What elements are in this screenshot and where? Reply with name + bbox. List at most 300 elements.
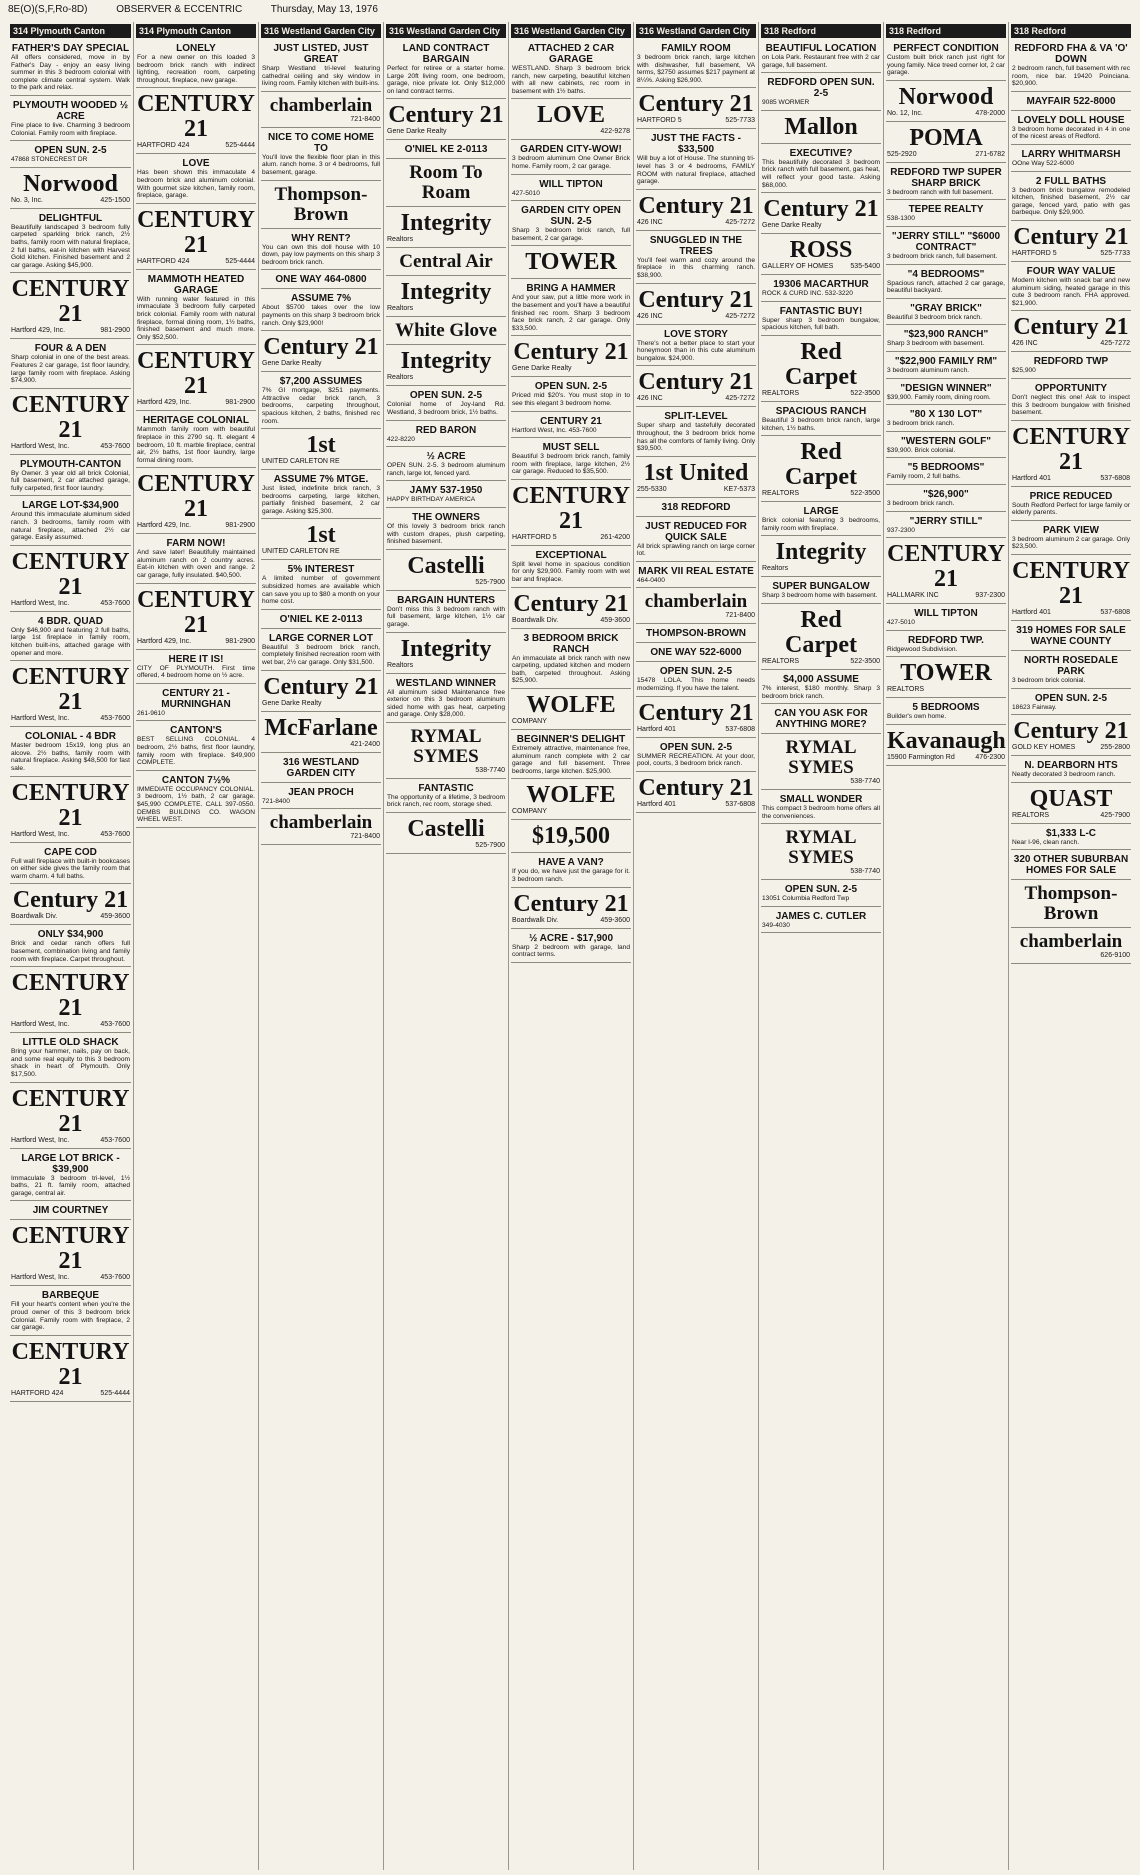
advertiser-logo-text: Thompson-Brown [274,183,368,225]
classified-ad [636,233,756,284]
ad-headline: JUST LISTED, JUST GREAT [273,43,369,65]
ad-body-text: OOne Way 522-6000 [1012,159,1075,167]
classified-ad [511,379,631,411]
classified-ad [136,586,256,650]
advertiser-office: Hartford 401 [637,800,676,808]
advertiser-logo-text: POMA [909,124,983,151]
ad-headline: 2 FULL BATHS [1035,175,1107,187]
ad-headline: MARK VII REAL ESTATE [638,565,754,577]
classified-ad [1011,174,1131,221]
classified-ad [10,41,131,96]
ad-body-text: BEST SELLING COLONIAL. 4 bedroom, 2½ baths, first floor laundry, family room with fireplace. $49,900 COMPLETE. [137,736,255,767]
classified-ad [511,440,631,480]
advertiser-office: 15900 Farmington Rd [887,753,955,761]
advertiser-office: Realtors [762,565,789,573]
ad-body-text: Near I-96, clean ranch. [1012,838,1080,846]
classified-ad [1011,785,1131,824]
classified-ad [761,146,881,193]
advertiser-logo-text: Red Carpet [785,439,857,491]
advertiser-phone: 538-7740 [850,868,880,876]
advertiser-logo-text: CENTURY 21 [137,91,255,143]
advertiser-contact-row [887,110,1005,118]
advertiser-office: No. 3, Inc. [11,196,43,204]
ad-headline: O'NIEL KE 2-0113 [279,613,363,625]
section-heading: 314 Plymouth Canton [10,24,131,38]
advertiser-office: 525-2920 [887,150,917,158]
advertiser-logo-text: chamberlain [1019,931,1123,953]
advertiser-contact-row [637,801,755,809]
classified-ad [761,304,881,336]
ad-body-text: For a new owner on this loaded 3 bedroom brick ranch with indirect lighting, recreation room, carpeting throughout, fireplace, new garage. [137,54,255,84]
classified-ad [261,811,381,845]
ad-headline: LARGE CORNER LOT [269,632,373,644]
classified-ad [10,457,131,497]
classified-ad [636,41,756,88]
classified-ad [136,90,256,154]
advertiser-office: Realtors [387,305,414,313]
advertiser-logo-text: WOLFE [526,782,616,809]
ad-body-text: Spacious ranch, attached 2 car garage, beautiful backyard. [887,279,1005,295]
ad-headline: COLONIAL - 4 BDR [25,731,116,743]
ad-headline: "$23,900 RANCH" [903,329,989,341]
ad-headline: JAMES C. CUTLER [775,910,867,922]
ad-headline: OPEN SUN. 2-5 [534,381,608,393]
section-heading: 314 Plymouth Canton [136,24,256,38]
advertiser-phone: 721-8400 [350,115,380,123]
classified-ad [636,626,756,643]
ad-body-text: Sharp colonial in one of the best areas. Features 2 car garage, 1st floor laundry, large family room with fireplace. Asking $74,900. [11,354,130,385]
advertiser-office: REALTORS [762,490,800,498]
classified-ad [10,143,131,168]
advertiser-phone: 453-7600 [100,599,130,607]
classified-ad [886,514,1006,539]
classified-ad [261,673,381,712]
advertiser-phone: 459-3600 [600,616,630,624]
advertiser-phone: 721-8400 [350,833,380,841]
advertiser-contact-row [762,658,880,666]
advertiser-phone: 459-3600 [100,913,130,921]
ad-headline: FAMILY ROOM [661,43,731,54]
advertiser-logo-text: Century 21 [513,339,629,366]
advertiser-phone: 537-6808 [1100,609,1130,617]
ad-body-text: Brick and cedar ranch offers full basement, combination living and family room with fireplace. Carpet throughout. [11,940,130,963]
ad-headline: 316 WESTLAND GARDEN CITY [282,756,360,779]
classified-ad [511,414,631,439]
classified-ad [10,391,131,455]
advertiser-logo-text: $19,500 [532,823,610,850]
ad-body-text: Around this immaculate aluminum sided ranch. 3 bedrooms, family room with natural fireplace, attached 2½ car garage. Easily assumed. [11,511,130,542]
classified-ad [10,1203,131,1220]
advertiser-contact-row [137,142,255,150]
ad-headline: DELIGHTFUL [38,212,103,224]
advertiser-phone: 425-7272 [725,395,755,403]
advertiser-phone: 453-7600 [100,1021,130,1029]
advertiser-phone: 425-7272 [725,218,755,226]
advertiser-logo-text: Integrity [400,635,492,662]
ad-body-text: $39,900. Family room, dining room. [887,393,991,401]
classified-ad [636,286,756,325]
ad-headline: ½ ACRE - $17,900 [528,932,614,944]
classified-ad [1011,691,1131,716]
ad-headline: CANTON'S [170,725,222,737]
advertiser-logo-text: CENTURY 21 [137,206,255,258]
classified-ad [511,281,631,336]
classified-ad [386,815,506,854]
ad-body-text: IMMEDIATE OCCUPANCY COLONIAL. 3 bedroom, 1½ bath, 2 car garage. $45,990 COMPLETE. CALL 397-0550. DEMBS BUILDING CO. WAGON WHEEL WEST. [137,785,255,824]
ad-headline: SMALL WONDER [779,794,863,806]
ad-headline: MUST SELL [542,442,600,454]
advertiser-phone: 981-2900 [100,327,130,335]
advertiser-phone: 538-7740 [850,778,880,786]
classified-ad [761,706,881,734]
advertiser-contact-row [637,219,755,227]
classified-ad [886,540,1006,604]
ad-headline: CANTON 7½% [161,774,231,786]
classified-ad [761,113,881,144]
advertiser-logo-text: Thompson-Brown [1024,883,1118,925]
classified-ad [136,206,256,270]
advertiser-contact-row [637,612,755,620]
classified-ad [511,781,631,820]
advertiser-contact-row [637,726,755,734]
classified-ad [511,931,631,963]
ad-body-text: Perfect for retiree or a starter home. Large 20ft living room, one bedroom, garage, nice private lot. Only $12,000 on land contract terms. [387,65,505,95]
ad-headline: REDFORD OPEN SUN. 2-5 [767,77,875,100]
advertiser-contact-row [387,374,505,382]
classified-ad [10,211,131,274]
ad-headline: LOVE [182,158,210,170]
advertiser-phone: 271-6782 [975,150,1005,158]
classified-ad [10,969,131,1033]
ad-headline: REDFORD TWP. [908,634,984,646]
classified-ad [886,700,1006,725]
classified-ad [761,236,881,275]
ad-body-text: $39,900. Brick colonial. [887,446,956,454]
advertiser-logo-text: CENTURY 21 [137,348,255,400]
advertiser-office: Gene Darke Realty [262,360,322,368]
advertiser-logo-text: CENTURY 21 [887,541,1005,593]
classified-ad [511,855,631,887]
ad-headline: $4,000 ASSUME [783,673,859,685]
advertiser-contact-row [512,917,630,925]
ad-body-text: Has been shown this immaculate 4 bedroom brick and aluminum colonial. With gourmet size kitchen, family room, fireplace, garage. [137,169,255,200]
ad-headline: ONLY $34,900 [37,929,104,941]
page-number: 8E(O)(S,F,Ro-8D) [8,4,88,15]
ad-headline: 320 OTHER SUBURBAN HOMES FOR SALE [1013,854,1129,877]
section-heading: 318 Redford [761,24,881,38]
classified-ad [10,779,131,843]
advertiser-office: HARTFORD 5 [1012,249,1057,257]
ad-headline: FANTASTIC [418,782,474,794]
classified-ad [1011,94,1131,111]
classified-ad [886,407,1006,432]
section-heading: 318 Redford [1011,24,1131,38]
ad-headline: 3 BEDROOM BRICK RANCH [523,632,619,655]
advertiser-contact-row [262,741,380,749]
ad-body-text: There's not a better place to start your honeymoon than in this cute aluminum bungalow. $24,900. [637,339,755,362]
ad-body-text: An immaculate all brick ranch with new carpeting, updated kitchen and modern bath, carpeted throughout. Asking $25,900. [512,654,630,685]
advertiser-logo-text: CENTURY 21 [11,1338,130,1390]
classified-ad [386,278,506,317]
classified-ad [1011,930,1131,964]
advertiser-contact-row [762,263,880,271]
ad-body-text: Family room, 2 full baths. [887,473,961,481]
advertiser-office: HARTFORD 424 [11,1389,64,1397]
advertiser-contact-row [137,258,255,266]
ad-headline: PLYMOUTH-CANTON [19,458,122,470]
advertiser-logo-text: Integrity [775,539,867,566]
classified-ad [636,409,756,456]
ad-headline: EXECUTIVE? [789,147,853,159]
ad-body-text: Master bedroom 15x19, long plus an alcove. 2½ baths, family room with natural fireplace. Asking $48,500 for fast sale. [11,742,130,772]
classified-ad [386,781,506,813]
classified-ad [886,659,1006,698]
advertiser-phone: 522-3500 [850,657,880,665]
advertiser-office: Hartford 401 [1012,474,1051,482]
classified-ad [1011,147,1131,172]
classified-ad [386,725,506,779]
advertiser-logo-text: Mallon [784,113,858,140]
ad-body-text: WESTLAND. Sharp 3 bedroom brick ranch, new carpeting, beautiful kitchen with all new cabinets, rec room in basement with 1½ baths. [512,65,630,95]
classified-ad [10,98,131,141]
classified-ad [761,606,881,670]
advertiser-contact-row [762,222,880,230]
ad-headline: ONE WAY 522-6000 [650,647,742,659]
advertiser-phone: 261-4200 [600,533,630,541]
advertiser-phone: 476-2300 [975,753,1005,761]
ad-headline: 5% INTEREST [287,564,355,576]
classified-ad [386,319,506,345]
ad-body-text: on Lola Park. Restaurant free with 2 car garage, full basement. [762,54,880,69]
classified-ad [10,1222,131,1286]
advertiser-contact-row [11,1274,130,1282]
advertiser-contact-row [1012,609,1130,617]
ad-body-text: Bring your hammer, nails, pay on back, and some real equity to this 3 bedroom shack in heart of Plymouth. Only $17,500. [11,1048,130,1078]
ad-body-text: 3 bedroom aluminum One Owner Brick home. Family room, 2 car garage. [512,155,630,170]
classified-ad [636,368,756,407]
classified-ad [636,740,756,772]
advertiser-office: HARTFORD 424 [137,257,190,265]
advertiser-office: REALTORS [762,657,800,665]
classified-ad [886,460,1006,485]
classified-ad [886,41,1006,81]
advertiser-logo-text: Century 21 [638,699,754,726]
advertiser-phone: 425-7272 [725,312,755,320]
advertiser-logo-text: CENTURY 21 [11,276,130,328]
section-heading: 316 Westland Garden City [261,24,381,38]
classified-ad [636,774,756,813]
advertiser-logo-text: chamberlain [644,591,748,613]
ad-headline: ONE WAY 464-0800 [275,274,367,286]
ad-body-text: Just listed, indefinite brick ranch, 3 bedrooms carpeting, large kitchen, partially finished basement, 2 car garage. Asking $25,300. [262,485,380,515]
advertiser-office: Boardwalk Div. [512,916,559,924]
ad-headline: LOVE STORY [664,328,728,340]
ad-body-text: South Redford Perfect for large family or elderly parents. [1012,501,1131,517]
ad-headline: THE OWNERS [412,511,480,523]
ad-headline: 319 HOMES FOR SALE WAYNE COUNTY [1016,625,1126,648]
ad-body-text: Super sharp and tastefully decorated throughout, the 3 bedroom brick home has all the comforts of family living. Only $39,500. [637,422,755,453]
advertiser-contact-row [1012,475,1130,483]
advertiser-contact-row [262,548,380,556]
advertiser-logo-text: Century 21 [1013,718,1129,745]
advertiser-office: HARTFORD 424 [137,142,190,150]
advertiser-phone: 538-7740 [475,766,505,774]
ad-body-text: All brick sprawling ranch on large corner lot. [637,542,755,558]
advertiser-logo-text: CENTURY 21 [11,664,130,716]
advertiser-contact-row [387,128,505,136]
classified-ad [136,272,256,346]
classified-ad [10,1288,131,1335]
advertiser-office: Gene Darke Realty [512,365,572,373]
ad-body-text: 3 bedroom brick ranch, full basement. [887,252,998,260]
classified-ad [386,250,506,276]
advertiser-office: Realtors [387,661,414,669]
advertiser-contact-row [11,327,130,335]
ad-headline: ASSUME 7% MTGE. [273,474,369,486]
classified-ad [886,83,1006,122]
classified-ad [886,606,1006,631]
advertiser-logo-text: Century 21 [638,91,754,118]
advertiser-contact-row [512,534,630,542]
classified-ad [1011,826,1131,851]
classified-ad [10,927,131,967]
ad-body-text: Beautiful 3 bedroom brick ranch, family room with fireplace, large kitchen, 2½ car garage. Reduced to $35,500. [512,453,630,476]
classified-ad [761,736,881,790]
classified-ad [136,536,256,583]
ad-headline: 19306 MACARTHUR [773,279,869,291]
ad-headline: REDFORD FHA & VA 'O' DOWN [1014,43,1128,65]
classified-ad [136,723,256,770]
advertiser-phone: 478-2000 [975,109,1005,117]
advertiser-logo-text: WOLFE [526,692,616,719]
advertiser-logo-text: Integrity [400,210,492,237]
advertiser-phone: KE7-5373 [723,485,755,493]
ad-body-text: Of this lovely 3 bedroom brick ranch with custom drapes, plush carpeting, finished basement. [387,522,505,546]
classified-ad [636,500,756,517]
advertiser-office: GOLD KEY HOMES [1012,744,1076,752]
advertiser-contact-row [11,197,130,205]
classified-ad [10,1035,131,1082]
ad-headline: HERITAGE COLONIAL [143,415,249,427]
classified-ad [886,165,1006,201]
ad-headline: LAND CONTRACT BARGAIN [402,43,490,65]
advertiser-logo-text: LOVE [536,102,605,129]
advertiser-logo-text: McFarlane [264,714,378,741]
classified-ad [10,663,131,727]
ad-body-text: All aluminum sided Maintenance free exterior on this 3 bedroom aluminum sided home with gas heat, carpeting and garage. Only $28,000. [387,688,505,719]
advertiser-phone: 981-2900 [225,637,255,645]
advertiser-office: Hartford 429, Inc. [11,327,66,335]
advertiser-office: REALTORS [887,686,925,694]
classified-ad [261,521,381,560]
ad-headline: OPEN SUN. 2-5 [1034,692,1108,704]
ad-body-text: Sharp 3 bedroom with basement. [887,340,985,348]
ad-headline: GARDEN CITY-WOW! [520,144,622,156]
ad-body-text: Hartford West, Inc. 453-7600 [512,426,597,434]
advertiser-logo-text: Century 21 [638,774,754,801]
classified-ad [261,374,381,429]
advertiser-logo-text: Century 21 [513,890,629,917]
classified-ad [1011,489,1131,521]
advertiser-office: Gene Darke Realty [387,128,447,136]
classified-ad [386,101,506,140]
ad-headline: WILL TIPTON [539,178,603,190]
classified-ad [636,327,756,367]
classified-ad [136,347,256,411]
advertiser-logo-text: Century 21 [638,286,754,313]
classified-ad [886,434,1006,459]
advertiser-logo-text: Red Carpet [785,338,857,390]
advertiser-logo-text: Red Carpet [785,606,857,658]
advertiser-phone: 525-7733 [725,117,755,125]
advertiser-logo-text: Integrity [400,279,492,306]
ad-headline: HERE IT IS! [168,653,224,665]
classified-ad [886,354,1006,379]
ad-body-text: 3 bedroom brick ranch. [887,499,955,507]
ad-headline: WILL TIPTON [914,608,978,620]
advertiser-logo-text: Norwood [23,170,118,197]
advertiser-logo-text: CENTURY 21 [137,586,255,638]
advertiser-office: Hartford West, Inc. [11,442,70,450]
ad-body-text: Sharp 3 bedroom brick ranch, full basement, 2 car garage. [512,227,630,242]
ad-headline: ATTACHED 2 CAR GARAGE [527,43,615,65]
classified-ad [1011,523,1131,555]
advertiser-contact-row [887,686,1005,694]
ad-body-text: Beautiful 3 bedroom brick ranch, large kitchen, 1½ baths. [762,416,880,432]
advertiser-contact-row [262,360,380,368]
classified-ad [261,291,381,331]
classified-ad [386,676,506,723]
classified-ad [261,41,381,92]
ad-headline: PRICE REDUCED [1029,490,1113,502]
advertiser-phone: 525-7900 [475,842,505,850]
ad-body-text: 427-5010 [887,619,915,627]
classified-ad [1011,717,1131,756]
ad-body-text: 9085 WORMER [762,99,810,107]
classified-ad [10,729,131,776]
classified-ad [761,909,881,934]
advertiser-contact-row [887,592,1005,600]
ad-body-text: Beautiful 3 bedroom brick ranch. [887,313,982,321]
classified-ad [10,498,131,545]
ad-headline: "DESIGN WINNER" [900,382,992,394]
classified-ad [511,177,631,202]
advertiser-office: Hartford West, Inc. [11,1274,70,1282]
advertiser-logo-text: 1st United [643,459,749,486]
advertiser-logo-text: CENTURY 21 [11,970,130,1022]
ad-body-text: Sharp 3 bedroom home with basement. [762,592,878,600]
classified-ad [1011,758,1131,783]
ad-headline: ASSUME 7% [290,293,351,305]
classified-ad [261,714,381,753]
advertiser-office: 426 INC [637,312,663,320]
classified-ad [636,192,756,231]
ad-body-text: You'll love the flexible floor plan in this alum. ranch home. 3 or 4 bedrooms, full basement, garage. [262,153,380,176]
ad-body-text: ROCK & CURD INC. 532-3220 [762,290,853,298]
advertiser-logo-text: TOWER [525,249,617,276]
classified-column [758,22,883,1870]
ad-body-text: Don't miss this 3 bedroom ranch with full basement, large kitchen, 1½ car garage. [387,605,505,628]
ad-body-text: And your saw, put a little more work in the basement and you'll have a beautiful finished rec room. Sharp 3 bedroom face brick ranch, 2 car garage. Only $33,500. [512,294,630,332]
advertiser-contact-row [11,1021,130,1029]
classified-ad [636,645,756,662]
classified-ad [886,487,1006,512]
classified-ad [386,161,506,207]
ad-body-text: 13051 Columbia Redford Twp [762,895,850,903]
ad-body-text: A limited number of government subsidized homes are available which can save you up to $80 a month on your home cost. [262,575,380,606]
advertiser-logo-text: Central Air [399,251,493,273]
advertiser-office: HALLMARK INC [887,592,939,600]
